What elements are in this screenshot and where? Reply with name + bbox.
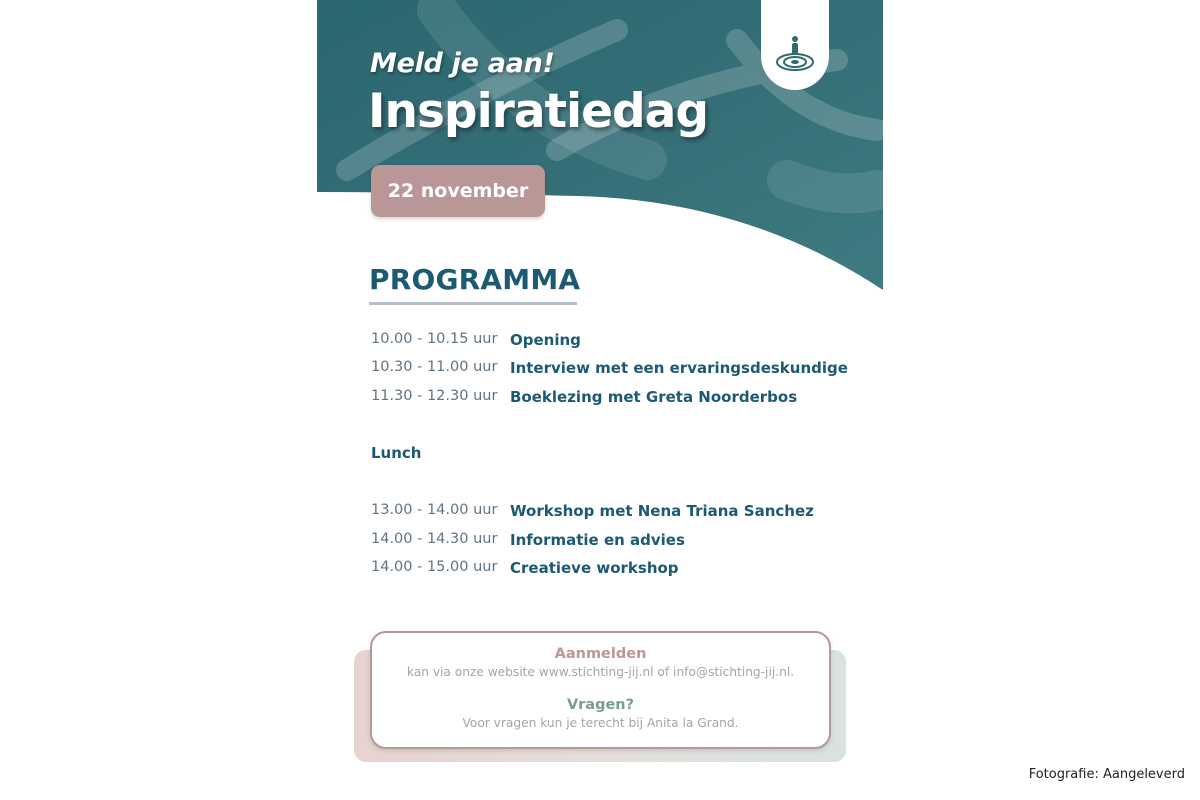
kicker: Meld je aan! (370, 48, 555, 79)
schedule-activity: Opening (510, 331, 581, 349)
schedule-activity: Informatie en advies (510, 531, 685, 549)
register-heading: Aanmelden (554, 646, 647, 662)
schedule-time: 13.00 - 14.00 uur (371, 502, 498, 518)
page-title: Inspiratiedag (368, 84, 709, 139)
schedule-activity: Interview met een ervaringsdeskundige (510, 359, 848, 377)
schedule-activity: Boeklezing met Greta Noorderbos (510, 388, 798, 406)
schedule-time: 10.00 - 10.15 uur (371, 331, 498, 347)
schedule-activity: Creatieve workshop (510, 559, 679, 577)
register-text: kan via onze website www.stichting-jij.nl of info@stichting-jij.nl. (406, 665, 795, 679)
photo-credit: Fotografie: Aangeleverd (1028, 767, 1185, 782)
date-badge: 22 november (371, 165, 545, 217)
hero-banner (317, 0, 883, 300)
schedule-time: 11.30 - 12.30 uur (371, 388, 498, 404)
questions-text: Voor vragen kun je terecht bij Anita la Grand. (462, 716, 739, 730)
lunch-label: Lunch (371, 444, 422, 462)
schedule-time: 14.00 - 14.30 uur (371, 531, 498, 547)
questions-heading: Vragen? (566, 697, 635, 713)
flyer (317, 0, 883, 800)
info-box (370, 631, 831, 749)
program-heading: PROGRAMMA (369, 263, 581, 296)
schedule-activity: Workshop met Nena Triana Sanchez (510, 502, 814, 520)
schedule-time: 14.00 - 15.00 uur (371, 559, 498, 575)
person-ripple-icon (775, 36, 815, 72)
program-underline (369, 302, 577, 305)
logo (761, 0, 829, 90)
schedule-time: 10.30 - 11.00 uur (371, 359, 498, 375)
